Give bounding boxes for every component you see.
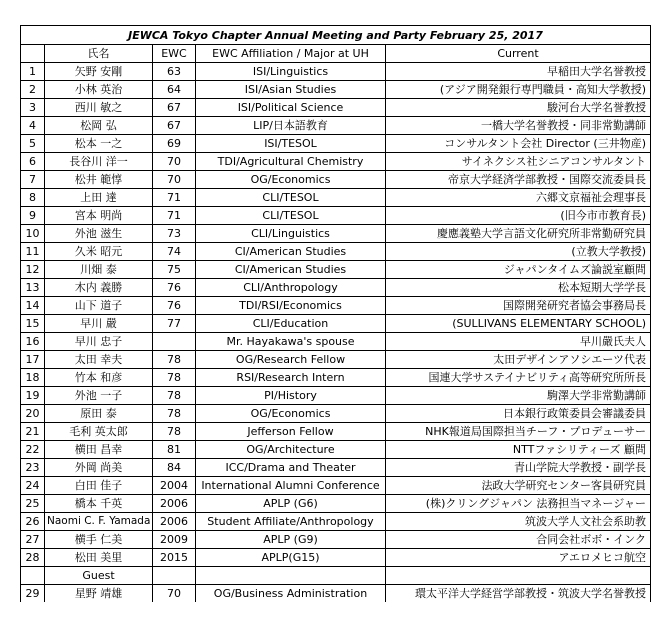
- row-name: 星野 靖雄: [45, 585, 153, 603]
- row-number: 14: [21, 297, 45, 315]
- row-ewc: 70: [153, 585, 196, 603]
- table-row: [21, 549, 651, 567]
- row-affiliation: RSI/Research Intern: [196, 369, 386, 387]
- row-number: 11: [21, 243, 45, 261]
- row-ewc: 2015: [153, 549, 196, 567]
- table-row: [21, 351, 651, 369]
- row-name: 木内 義勝: [45, 279, 153, 297]
- header-name: 氏名: [45, 45, 153, 63]
- row-ewc: 84: [153, 459, 196, 477]
- row-ewc: 69: [153, 135, 196, 153]
- table-row: [21, 405, 651, 423]
- row-number: 7: [21, 171, 45, 189]
- row-affiliation: ISI/Asian Studies: [196, 81, 386, 99]
- row-affiliation: APLP (G9): [196, 531, 386, 549]
- table-row: [21, 243, 651, 261]
- table-row: [21, 459, 651, 477]
- row-current: 松本短期大学学長: [386, 279, 651, 297]
- table-row: [21, 279, 651, 297]
- row-name: 外池 滋生: [45, 225, 153, 243]
- row-affiliation: Jefferson Fellow: [196, 423, 386, 441]
- row-ewc: 78: [153, 351, 196, 369]
- header-current: Current: [386, 45, 651, 63]
- row-number: 13: [21, 279, 45, 297]
- row-ewc: 76: [153, 279, 196, 297]
- row-name: 松本 一之: [45, 135, 153, 153]
- row-affiliation: LIP/日本語教育: [196, 117, 386, 135]
- row-number: 1: [21, 63, 45, 81]
- table-row: [21, 369, 651, 387]
- row-current: (旧今市市教育長): [386, 207, 651, 225]
- row-number: 19: [21, 387, 45, 405]
- row-ewc: 64: [153, 81, 196, 99]
- row-name: Naomi C. F. Yamada: [45, 513, 153, 531]
- row-name: 毛利 英太郎: [45, 423, 153, 441]
- title-row: [21, 26, 651, 45]
- empty-cell: [153, 567, 196, 585]
- row-affiliation: OG/Economics: [196, 405, 386, 423]
- attendee-sheet: [20, 25, 650, 602]
- row-ewc: 2009: [153, 531, 196, 549]
- row-number: 20: [21, 405, 45, 423]
- row-ewc: [153, 333, 196, 351]
- row-ewc: 71: [153, 189, 196, 207]
- header-affiliation: EWC Affiliation / Major at UH: [196, 45, 386, 63]
- row-name: 白田 佳子: [45, 477, 153, 495]
- row-affiliation: ISI/Political Science: [196, 99, 386, 117]
- row-number: 28: [21, 549, 45, 567]
- row-current: 法政大学研究センター客員研究員: [386, 477, 651, 495]
- row-current: 駒澤大学非常勤講師: [386, 387, 651, 405]
- row-name: 上田 達: [45, 189, 153, 207]
- row-ewc: 70: [153, 153, 196, 171]
- row-name: 宮本 明尚: [45, 207, 153, 225]
- row-name: 横手 仁美: [45, 531, 153, 549]
- row-current: 筑波大学人文社会系助教: [386, 513, 651, 531]
- row-number: 6: [21, 153, 45, 171]
- row-name: 外岡 尚美: [45, 459, 153, 477]
- row-current: 早稲田大学名誉教授: [386, 63, 651, 81]
- row-affiliation: OG/Architecture: [196, 441, 386, 459]
- header-ewc: EWC: [153, 45, 196, 63]
- row-name: 川畑 泰: [45, 261, 153, 279]
- row-current: 日本銀行政策委員会審議委員: [386, 405, 651, 423]
- row-number: 29: [21, 585, 45, 603]
- row-number: 8: [21, 189, 45, 207]
- row-number: 27: [21, 531, 45, 549]
- row-ewc: 2004: [153, 477, 196, 495]
- row-current: NTTファシリティーズ 顧問: [386, 441, 651, 459]
- header-row: [21, 45, 651, 63]
- table-row: [21, 117, 651, 135]
- row-affiliation: ISI/Linguistics: [196, 63, 386, 81]
- row-ewc: 67: [153, 99, 196, 117]
- row-current: (株)クリングジャパン 法務担当マネージャー: [386, 495, 651, 513]
- row-ewc: 2006: [153, 495, 196, 513]
- row-ewc: 73: [153, 225, 196, 243]
- table-row: [21, 81, 651, 99]
- row-number: 18: [21, 369, 45, 387]
- row-affiliation: APLP (G6): [196, 495, 386, 513]
- empty-cell: [21, 567, 45, 585]
- row-name: 外池 一子: [45, 387, 153, 405]
- row-ewc: 74: [153, 243, 196, 261]
- row-current: (アジア開発銀行専門職員・高知大学教授): [386, 81, 651, 99]
- row-affiliation: TDI/RSI/Economics: [196, 297, 386, 315]
- row-current: 環太平洋大学経営学部教授・筑波大学名誉教授: [386, 585, 651, 603]
- row-affiliation: CLI/Linguistics: [196, 225, 386, 243]
- row-current: 慶應義塾大学言語文化研究所非常勤研究員: [386, 225, 651, 243]
- row-ewc: 78: [153, 423, 196, 441]
- row-number: 25: [21, 495, 45, 513]
- empty-cell: [196, 567, 386, 585]
- table-row: [21, 333, 651, 351]
- row-ewc: 81: [153, 441, 196, 459]
- row-number: 10: [21, 225, 45, 243]
- row-affiliation: ICC/Drama and Theater: [196, 459, 386, 477]
- row-affiliation: CLI/TESOL: [196, 207, 386, 225]
- row-name: 橋本 千英: [45, 495, 153, 513]
- row-current: 太田デザインアソシエーツ代表: [386, 351, 651, 369]
- guest-label-row: [21, 567, 651, 585]
- row-affiliation: OG/Research Fellow: [196, 351, 386, 369]
- row-current: (SULLIVANS ELEMENTARY SCHOOL): [386, 315, 651, 333]
- table-row: [21, 99, 651, 117]
- row-current: NHK報道局国際担当チーフ・プロデューサー: [386, 423, 651, 441]
- row-affiliation: CLI/Education: [196, 315, 386, 333]
- row-name: 早川 嚴: [45, 315, 153, 333]
- row-ewc: 2006: [153, 513, 196, 531]
- row-number: 16: [21, 333, 45, 351]
- table-row: [21, 207, 651, 225]
- row-number: 3: [21, 99, 45, 117]
- row-name: 山下 道子: [45, 297, 153, 315]
- table-row: [21, 423, 651, 441]
- row-name: 長谷川 洋一: [45, 153, 153, 171]
- row-name: 松井 範惇: [45, 171, 153, 189]
- row-affiliation: APLP(G15): [196, 549, 386, 567]
- row-ewc: 78: [153, 387, 196, 405]
- row-current: 帝京大学経済学部教授・国際交流委員長: [386, 171, 651, 189]
- table-row: [21, 297, 651, 315]
- row-current: アエロメヒコ航空: [386, 549, 651, 567]
- row-number: 9: [21, 207, 45, 225]
- row-current: コンサルタント会社 Director (三井物産): [386, 135, 651, 153]
- row-affiliation: ISI/TESOL: [196, 135, 386, 153]
- row-current: 六郷文京福祉会理事長: [386, 189, 651, 207]
- table-row: [21, 513, 651, 531]
- table-row: [21, 189, 651, 207]
- row-name: 原田 泰: [45, 405, 153, 423]
- table-row: [21, 171, 651, 189]
- header-no: [21, 45, 45, 63]
- row-affiliation: CLI/TESOL: [196, 189, 386, 207]
- guest-label: Guest: [45, 567, 153, 585]
- row-affiliation: International Alumni Conference: [196, 477, 386, 495]
- row-number: 26: [21, 513, 45, 531]
- row-number: 4: [21, 117, 45, 135]
- row-name: 小林 英治: [45, 81, 153, 99]
- table-row: [21, 135, 651, 153]
- row-name: 松岡 弘: [45, 117, 153, 135]
- row-number: 12: [21, 261, 45, 279]
- row-current: 国際開発研究者協会事務局長: [386, 297, 651, 315]
- row-ewc: 76: [153, 297, 196, 315]
- row-affiliation: PI/History: [196, 387, 386, 405]
- row-affiliation: OG/Business Administration: [196, 585, 386, 603]
- row-name: 西川 敏之: [45, 99, 153, 117]
- table-row: [21, 477, 651, 495]
- row-name: 太田 幸夫: [45, 351, 153, 369]
- row-ewc: 75: [153, 261, 196, 279]
- row-ewc: 78: [153, 405, 196, 423]
- table-row: [21, 387, 651, 405]
- row-name: 横田 昌幸: [45, 441, 153, 459]
- row-name: 竹本 和彦: [45, 369, 153, 387]
- row-name: 久米 昭元: [45, 243, 153, 261]
- row-current: 早川嚴氏夫人: [386, 333, 651, 351]
- row-number: 2: [21, 81, 45, 99]
- row-ewc: 67: [153, 117, 196, 135]
- row-current: 青山学院大学教授・副学長: [386, 459, 651, 477]
- row-current: 国連大学サステイナビリティ高等研究所所長: [386, 369, 651, 387]
- row-number: 23: [21, 459, 45, 477]
- row-number: 17: [21, 351, 45, 369]
- row-current: (立教大学教授): [386, 243, 651, 261]
- row-affiliation: Mr. Hayakawa's spouse: [196, 333, 386, 351]
- row-affiliation: OG/Economics: [196, 171, 386, 189]
- table-row: [21, 63, 651, 81]
- row-ewc: 71: [153, 207, 196, 225]
- row-number: 21: [21, 423, 45, 441]
- row-number: 5: [21, 135, 45, 153]
- row-affiliation: CLI/Anthropology: [196, 279, 386, 297]
- table-row: [21, 261, 651, 279]
- row-current: 合同会社ボボ・インク: [386, 531, 651, 549]
- table-row: [21, 585, 651, 603]
- row-current: ジャパンタイムズ論説室顧問: [386, 261, 651, 279]
- attendee-table: [20, 25, 651, 602]
- row-ewc: 63: [153, 63, 196, 81]
- table-row: [21, 495, 651, 513]
- row-affiliation: Student Affiliate/Anthropology: [196, 513, 386, 531]
- row-affiliation: TDI/Agricultural Chemistry: [196, 153, 386, 171]
- table-row: [21, 441, 651, 459]
- table-row: [21, 225, 651, 243]
- row-affiliation: CI/American Studies: [196, 243, 386, 261]
- table-row: [21, 153, 651, 171]
- table-row: [21, 531, 651, 549]
- row-ewc: 70: [153, 171, 196, 189]
- row-current: 駿河台大学名誉教授: [386, 99, 651, 117]
- row-name: 早川 忠子: [45, 333, 153, 351]
- row-number: 15: [21, 315, 45, 333]
- row-number: 22: [21, 441, 45, 459]
- row-current: サイネクシス社シニアコンサルタント: [386, 153, 651, 171]
- sheet-title: JEWCA Tokyo Chapter Annual Meeting and Party February 25, 2017: [21, 26, 651, 45]
- row-current: 一橋大学名誉教授・同非常勤講師: [386, 117, 651, 135]
- row-ewc: 77: [153, 315, 196, 333]
- row-name: 松田 美里: [45, 549, 153, 567]
- row-name: 矢野 安剛: [45, 63, 153, 81]
- table-row: [21, 315, 651, 333]
- row-number: 24: [21, 477, 45, 495]
- row-ewc: 78: [153, 369, 196, 387]
- row-affiliation: CI/American Studies: [196, 261, 386, 279]
- empty-cell: [386, 567, 651, 585]
